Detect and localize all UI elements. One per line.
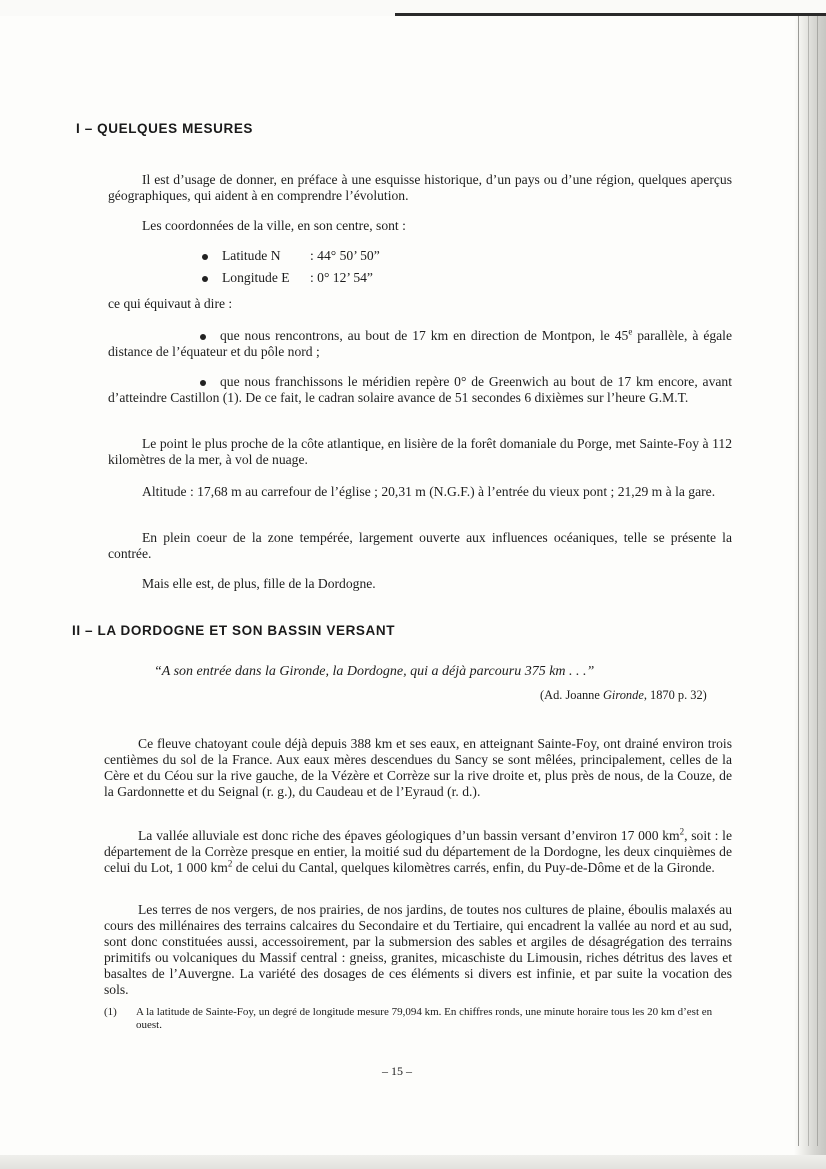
page-number: – 15 – — [382, 1064, 412, 1078]
river-paragraph: Ce fleuve chatoyant coule déjà depuis 388 km et ses eaux, en atteignant Sainte-Foy, ont drainé environ trois centièmes du sol de la France. Aux eaux mères descendues du Sancy se sont mêlées, principalement, celles de la Cère et du Céou sur la rive gauche, de la Vézère et Corrèze sur la rive droite et, plus près de nous, de la Couze, de la Gardonnette et du Seignal (r. g.), du Caudeau et de l’Eyraud (r. d.). — [104, 736, 732, 799]
longitude-value: : 0° 12’ 54” — [310, 270, 373, 285]
section-heading-1: I – QUELQUES MESURES — [76, 121, 254, 136]
superscript: 2 — [227, 858, 233, 869]
longitude-label: Longitude E — [222, 270, 290, 285]
coordinates-intro: Les coordonnées de la ville, en son centre, sont : — [142, 218, 406, 233]
section-heading-2: II – LA DORDOGNE ET SON BASSIN VERSANT — [72, 623, 396, 638]
equivalence-line: ce qui équivaut à dire : — [108, 296, 233, 311]
epigraph-quote: “A son entrée dans la Gironde, la Dordogne, qui a déjà parcouru 375 km . . .” — [154, 664, 595, 679]
longitude-row — [202, 270, 373, 286]
bullet-icon — [200, 334, 206, 340]
valley-paragraph: La vallée alluviale est donc riche des épaves géologiques d’un bassin versant d’environ 17 000 $km^2$, soit : le département de la Corrèze presque en entier, la moitié sud du département de la Dordogne, les deux cinquièmes de celui du Lot, 1 000 $km^2$ de celui du Cantal, quelques kilomètres carrés, enfin, du Puy-de-Dôme et de la Gironde. — [104, 826, 732, 875]
bullet-icon — [200, 380, 206, 386]
footnote-marker: (1) — [104, 1006, 117, 1018]
footnote-text: A la latitude de Sainte-Foy, un degré de longitude mesure 79,094 km. En chiffres ronds, une minute horaire tous les 20 km d’est en ouest. — [136, 1006, 713, 1031]
soils-paragraph: Les terres de nos vergers, de nos prairies, de nos jardins, de toutes nos cultures de plaine, éboulis malaxés au cours des millénaires des terrains calcaires du Secondaire et du Tertiaire, qui encadrent la vallée au nord et au sud, sont donc constituées aussi, accessoirement, par la submersion des sables et argiles de désagrégation des terrains primitifs ou volcaniques du Massif central : gneiss, granites, micaschiste du Limousin, riches détritus des laves et basaltes de l’Auvergne. La variété des dosages de ces éléments si divers est infinie, et par suite la vocation des sols. — [104, 902, 732, 997]
zone-paragraph: En plein coeur de la zone tempérée, largement ouverte aux influences océaniques, telle se présente la contrée. — [108, 530, 732, 561]
latitude-row — [202, 248, 380, 264]
footnote — [104, 1006, 734, 1032]
bullet1-text-end: parallèle, à égale distance de l’équateur et du pôle nord ; — [108, 328, 732, 359]
bullet-paragraph-parallel — [108, 328, 732, 360]
bullet-paragraph-meridian — [108, 374, 732, 406]
bullet2-text: que nous franchissons le méridien repère 0° de Greenwich au bout de 17 km encore, avant d’atteindre Castillon (1). De ce fait, le cadran solaire avance de 51 secondes 6 dixièmes sur l’heure G.M.T. — [108, 374, 732, 405]
coast-paragraph: Le point le plus proche de la côte atlantique, en lisière de la forêt domaniale du Porge, met Sainte-Foy à 112 kilomètres de la mer, à vol de nuage. — [108, 436, 732, 467]
bullet-icon — [202, 276, 208, 282]
epigraph-source: (Ad. Joanne Gironde, 1870 p. 32) — [540, 688, 707, 702]
superscript: 2 — [679, 826, 685, 837]
bullet-icon — [202, 254, 208, 260]
bullet1-text: que nous rencontrons, au bout de 17 km en direction de Montpon, le 45 — [220, 328, 629, 343]
intro-paragraph: Il est d’usage de donner, en préface à une esquisse historique, d’un pays ou d’une région, quelques aperçus géographiques, qui aident à en comprendre l’évolution. — [108, 172, 732, 203]
superscript: e — [628, 326, 633, 337]
altitude-paragraph: Altitude : 17,68 m au carrefour de l’église ; 20,31 m (N.G.F.) à l’entrée du vieux pont ; 21,29 m à la gare. — [142, 484, 716, 499]
latitude-label: Latitude N — [222, 248, 281, 263]
latitude-value: : 44° 50’ 50” — [310, 248, 380, 263]
dordogne-line: Mais elle est, de plus, fille de la Dordogne. — [142, 576, 376, 591]
